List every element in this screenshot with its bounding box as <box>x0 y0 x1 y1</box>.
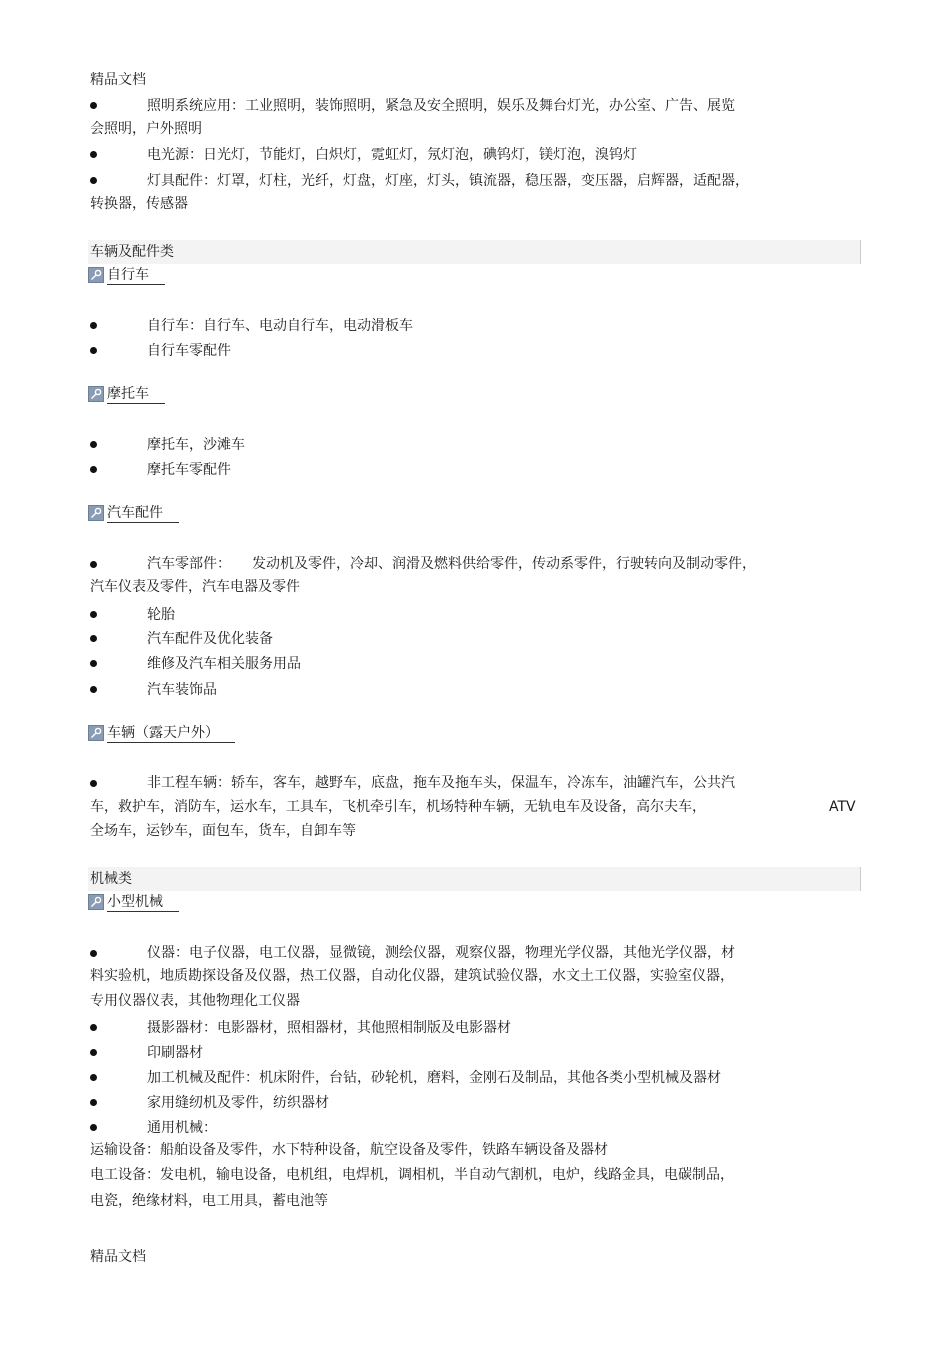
list-item: 通用机械： <box>147 1120 217 1136</box>
list-item: 加工机械及配件：机床附件，台钻，砂轮机，磨料，金刚石及制品，其他各类小型机械及器材 <box>147 1070 721 1086</box>
list-item-continuation: 料实验机，地质勘探设备及仪器，热工仪器，自动化仪器，建筑试验仪器，水文土工仪器，实验室仪器， <box>90 968 734 984</box>
bullet-dot <box>90 466 97 473</box>
bullet-dot <box>90 347 97 354</box>
subcategory-label[interactable]: 自行车 <box>107 266 165 285</box>
subcategory-label[interactable]: 汽车配件 <box>107 504 179 523</box>
bullet-dot <box>90 780 97 787</box>
bullet-dot <box>90 1024 97 1031</box>
subcategory-label[interactable]: 摩托车 <box>107 385 165 404</box>
list-item: 自行车：自行车、电动自行车，电动滑板车 <box>147 318 413 334</box>
paragraph: 运输设备：船舶设备及零件，水下特种设备，航空设备及零件，铁路车辆设备及器材 <box>90 1142 608 1158</box>
bullet-dot <box>90 561 97 568</box>
category-header-vehicles <box>88 240 861 264</box>
list-item: 自行车零配件 <box>147 343 231 359</box>
bullet-dot <box>90 322 97 329</box>
list-item-continuation: 转换器，传感器 <box>90 196 188 212</box>
category-header-machinery <box>88 867 861 891</box>
bullet-dot <box>90 102 97 109</box>
bullet-dot <box>90 1049 97 1056</box>
subcategory-label[interactable]: 车辆（露天户外） <box>107 724 235 743</box>
paragraph-continuation: 电瓷，绝缘材料，电工用具，蓄电池等 <box>90 1193 328 1209</box>
bullet-dot <box>90 151 97 158</box>
list-item: 家用缝纫机及零件，纺织器材 <box>147 1095 329 1111</box>
list-item: 摩托车，沙滩车 <box>147 437 245 453</box>
paragraph: 电工设备：发电机，输电设备，电机组，电焊机，调相机，半自动气割机，电炉，线路金具，电碳制品， <box>90 1167 734 1183</box>
list-item: 维修及汽车相关服务用品 <box>147 656 301 672</box>
atv-label: ATV <box>829 799 856 815</box>
bullet-dot <box>90 177 97 184</box>
bullet-dot <box>90 686 97 693</box>
bullet-dot <box>90 635 97 642</box>
category-title: 车辆及配件类 <box>90 244 174 260</box>
list-item-continuation: 汽车仪表及零件，汽车电器及零件 <box>90 579 300 595</box>
bullet-dot <box>90 611 97 618</box>
list-item: 汽车零部件： 发动机及零件，冷却、润滑及燃料供给零件，传动系零件，行驶转向及制动零件， <box>147 556 756 572</box>
list-item: 摩托车零配件 <box>147 462 231 478</box>
key-icon <box>88 386 104 402</box>
list-item: 灯具配件：灯罩，灯柱，光纤，灯盘，灯座，灯头，镇流器，稳压器，变压器，启辉器，适配器， <box>147 173 749 189</box>
bullet-dot <box>90 660 97 667</box>
bullet-dot <box>90 1074 97 1081</box>
list-item: 照明系统应用：工业照明，装饰照明，紧急及安全照明，娱乐及舞台灯光，办公室、广告、展览 <box>147 98 735 114</box>
key-icon <box>88 725 104 741</box>
list-item: 仪器：电子仪器，电工仪器，显微镜，测绘仪器，观察仪器，物理光学仪器，其他光学仪器，材 <box>147 945 735 961</box>
list-item: 非工程车辆：轿车，客车，越野车，底盘，拖车及拖车头，保温车，冷冻车，油罐汽车，公共汽 <box>147 775 735 791</box>
category-title: 机械类 <box>90 871 132 887</box>
subcategory-label[interactable]: 小型机械 <box>107 893 179 912</box>
list-item: 汽车装饰品 <box>147 682 217 698</box>
list-item-continuation: 车，救护车，消防车，运水车，工具车，飞机牵引车，机场特种车辆，无轨电车及设备，高尔夫车， <box>90 799 706 815</box>
list-item-continuation: 全场车，运钞车，面包车，货车，自卸车等 <box>90 823 356 839</box>
list-item: 摄影器材：电影器材，照相器材，其他照相制版及电影器材 <box>147 1020 511 1036</box>
key-icon <box>88 894 104 910</box>
bullet-dot <box>90 1099 97 1106</box>
list-item: 汽车配件及优化装备 <box>147 631 273 647</box>
page-header: 精品文档 <box>90 72 146 88</box>
list-item-continuation: 专用仪器仪表，其他物理化工仪器 <box>90 993 300 1009</box>
bullet-dot <box>90 950 97 957</box>
key-icon <box>88 267 104 283</box>
list-item: 印刷器材 <box>147 1045 203 1061</box>
list-item: 轮胎 <box>147 607 175 623</box>
bullet-dot <box>90 441 97 448</box>
bullet-dot <box>90 1124 97 1131</box>
list-item-continuation: 会照明，户外照明 <box>90 121 202 137</box>
list-item: 电光源：日光灯，节能灯，白炽灯，霓虹灯，氖灯泡，碘钨灯，镁灯泡，溴钨灯 <box>147 147 637 163</box>
page-footer: 精品文档 <box>90 1249 146 1265</box>
key-icon <box>88 505 104 521</box>
